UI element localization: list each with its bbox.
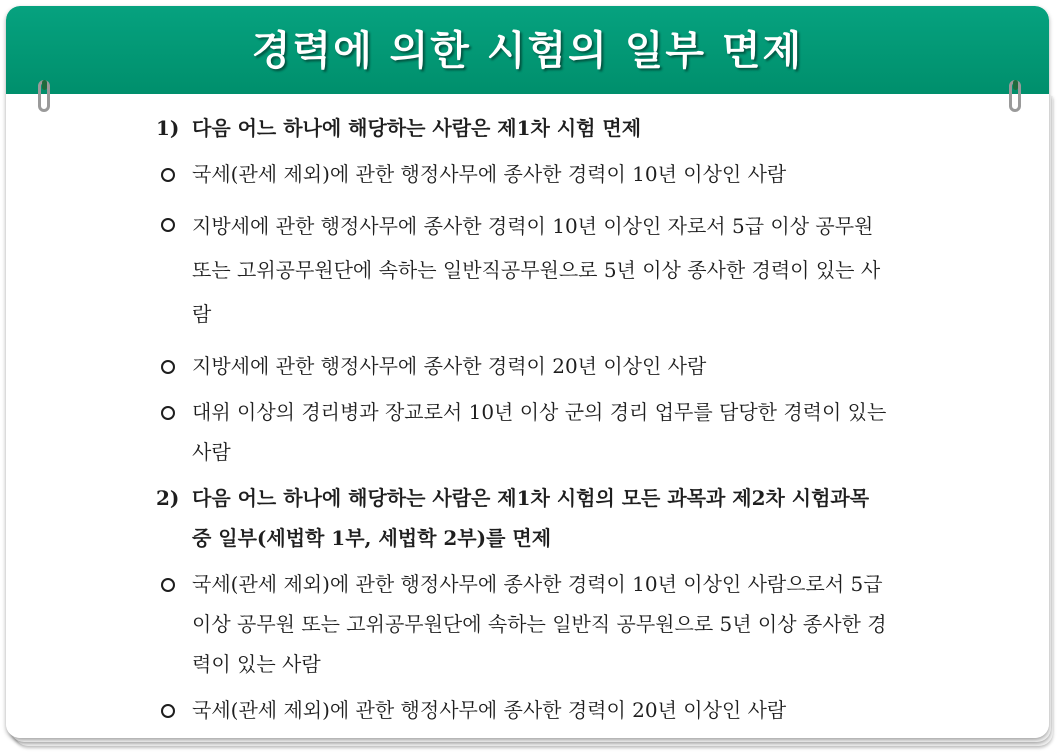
list-item-text: 국세(관세 제외)에 관한 행정사무에 종사한 경력이 10년 이상인 사람으로서 5급 이상 공무원 또는 고위공무원단에 속하는 일반직 공무원으로 5년 이상 종사한 경력이 있는 사람 (192, 572, 887, 676)
section-heading (156, 108, 896, 148)
list-item (156, 392, 896, 472)
list-item-text: 지방세에 관한 행정사무에 종사한 경력이 20년 이상인 사람 (192, 354, 707, 378)
section-number: 2) (156, 486, 180, 510)
list-item-text: 대위 이상의 경리병과 장교로서 10년 이상 군의 경리 업무를 담당한 경력이 있는 사람 (192, 400, 887, 464)
circle-bullet-icon (156, 392, 192, 432)
section-number: 1) (156, 116, 180, 140)
exemption-content (156, 108, 896, 730)
list-item (156, 690, 896, 730)
list-item (156, 204, 896, 336)
page-title: 경력에 의한 시험의 일부 면제 (251, 27, 804, 74)
section-heading-text: 다음 어느 하나에 해당하는 사람은 제1차 시험의 모든 과목과 제2차 시험과목 중 일부(세법학 1부, 세법학 2부)를 면제 (192, 486, 870, 550)
list-item-text: 지방세에 관한 행정사무에 종사한 경력이 10년 이상인 자로서 5급 이상 공무원 또는 고위공무원단에 속하는 일반직공무원으로 5년 이상 종사한 경력이 있는 사람 (192, 214, 881, 326)
title-banner (6, 6, 1049, 94)
section-heading (156, 478, 896, 558)
section-heading-text: 다음 어느 하나에 해당하는 사람은 제1차 시험 면제 (192, 116, 642, 140)
list-item-text: 국세(관세 제외)에 관한 행정사무에 종사한 경력이 20년 이상인 사람 (192, 698, 787, 722)
list-item (156, 346, 896, 386)
circle-bullet-icon (156, 346, 192, 386)
circle-bullet-icon (156, 204, 192, 248)
list-item (156, 154, 896, 194)
list-item-text: 국세(관세 제외)에 관한 행정사무에 종사한 경력이 10년 이상인 사람 (192, 162, 787, 186)
circle-bullet-icon (156, 564, 192, 604)
binder-ring-icon (38, 80, 50, 112)
binder-ring-icon (1009, 80, 1021, 112)
circle-bullet-icon (156, 154, 192, 194)
list-item (156, 564, 896, 684)
circle-bullet-icon (156, 690, 192, 730)
